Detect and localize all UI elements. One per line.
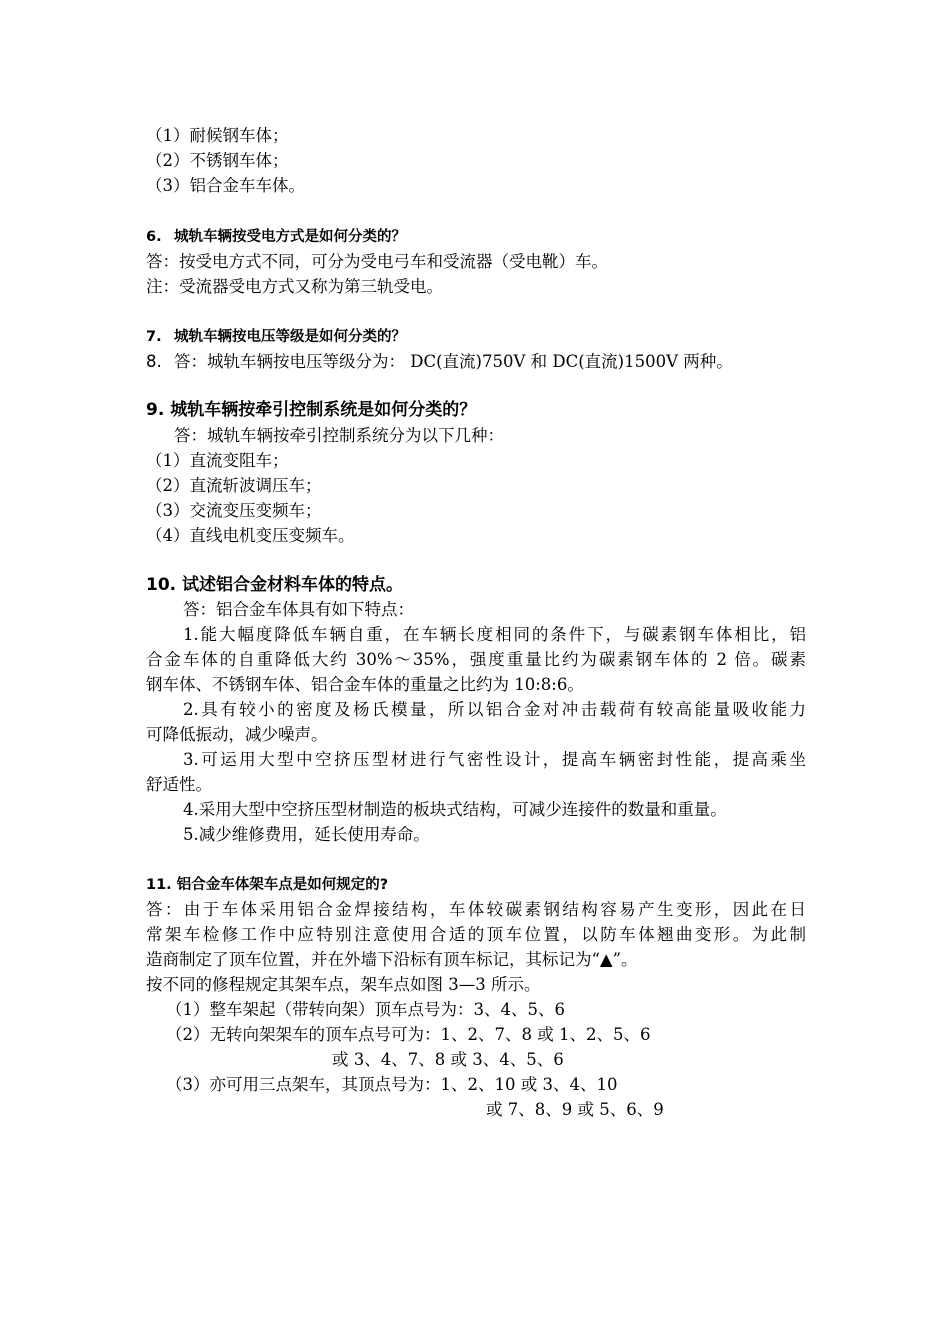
paragraph-line: 答：由于车体采用铝合金焊接结构，车体较碳素钢结构容易产生变形，因此在日 [146,900,806,919]
paragraph-line: 4.采用大型中空挤压型材制造的板块式结构，可减少连接件的数量和重量。 [183,800,727,819]
paragraph-line: 1.能大幅度降低车辆自重，在车辆长度相同的条件下，与碳素钢车体相比，铝 [183,625,806,644]
list-item-continuation: 或 3、4、7、8 或 3、4、5、6 [332,1050,564,1069]
paragraph-line: 可降低振动，减少噪声。 [146,725,328,744]
question-number: 6. [146,229,162,245]
list-item-continuation: 或 7、8、9 或 5、6、9 [486,1100,664,1119]
paragraph-line: 5.减少维修费用，延长使用寿命。 [183,825,430,844]
question-7-answer [146,350,733,374]
question-title: 城轨车辆按电压等级是如何分类的？ [174,329,406,345]
list-item: （4）直线电机变压变频车。 [146,526,355,545]
question-9-answer: 答：城轨车辆按牵引控制系统分为以下几种： [174,426,504,445]
list-item: （3）交流变压变频车； [146,501,322,520]
list-item: （1）整车架起（带转向架）顶车点号为：3、4、5、6 [166,1000,565,1019]
question-11-heading: 11. 铝合金车体架车点是如何规定的? [146,877,389,893]
question-number: 7. [146,329,162,345]
question-7-heading [146,325,406,349]
list-item: （2）直流斩波调压车； [146,476,322,495]
list-item: （2）不锈钢车体； [146,151,289,170]
question-10-answer: 答：铝合金车体具有如下特点： [183,600,414,619]
paragraph-line: 常架车检修工作中应特别注意使用合适的顶车位置，以防车体翘曲变形。为此制 [146,925,806,944]
question-6-note: 注：受流器受电方式又称为第三轨受电。 [146,277,443,296]
paragraph-line: 合金车体的自重降低大约 30%～35%，强度重量比约为碳素钢车体的 2 倍。碳素 [146,650,806,669]
question-6-answer: 答：按受电方式不同，可分为受电弓车和受流器（受电靴）车。 [146,252,608,271]
question-6-heading [146,225,406,249]
question-10-heading: 10. 试述铝合金材料车体的特点。 [146,575,404,595]
paragraph-line: 钢车体、不锈钢车体、铝合金车体的重量之比约为 10:8:6。 [146,675,584,694]
list-item: （3）亦可用三点架车，其顶点号为：1、2、10 或 3、4、10 [166,1075,618,1094]
question-title: 城轨车辆按受电方式是如何分类的？ [174,229,406,245]
list-item: （2）无转向架架车的顶车点号可为：1、2、7、8 或 1、2、5、6 [166,1025,651,1044]
question-9-heading: 9. 城轨车辆按牵引控制系统是如何分类的？ [146,400,477,420]
list-item: （1）耐候钢车体； [146,126,289,145]
list-item: （3）铝合金车车体。 [146,176,305,195]
list-item: （1）直流变阻车； [146,451,289,470]
paragraph-line: 2.具有较小的密度及杨氏模量，所以铝合金对冲击载荷有较高能量吸收能力 [183,700,806,719]
paragraph-line: 3.可运用大型中空挤压型材进行气密性设计，提高车辆密封性能，提高乘坐 [183,750,806,769]
paragraph-line: 造商制定了顶车位置，并在外墙下沿标有顶车标记，其标记为“▲”。 [146,950,638,969]
answer-number: 8. [146,352,162,371]
answer-text: 答：城轨车辆按电压等级分为： DC(直流)750V 和 DC(直流)1500V 两种。 [174,352,733,371]
paragraph-line: 按不同的修程规定其架车点，架车点如图 3—3 所示。 [146,975,541,994]
paragraph-line: 舒适性。 [146,775,212,794]
